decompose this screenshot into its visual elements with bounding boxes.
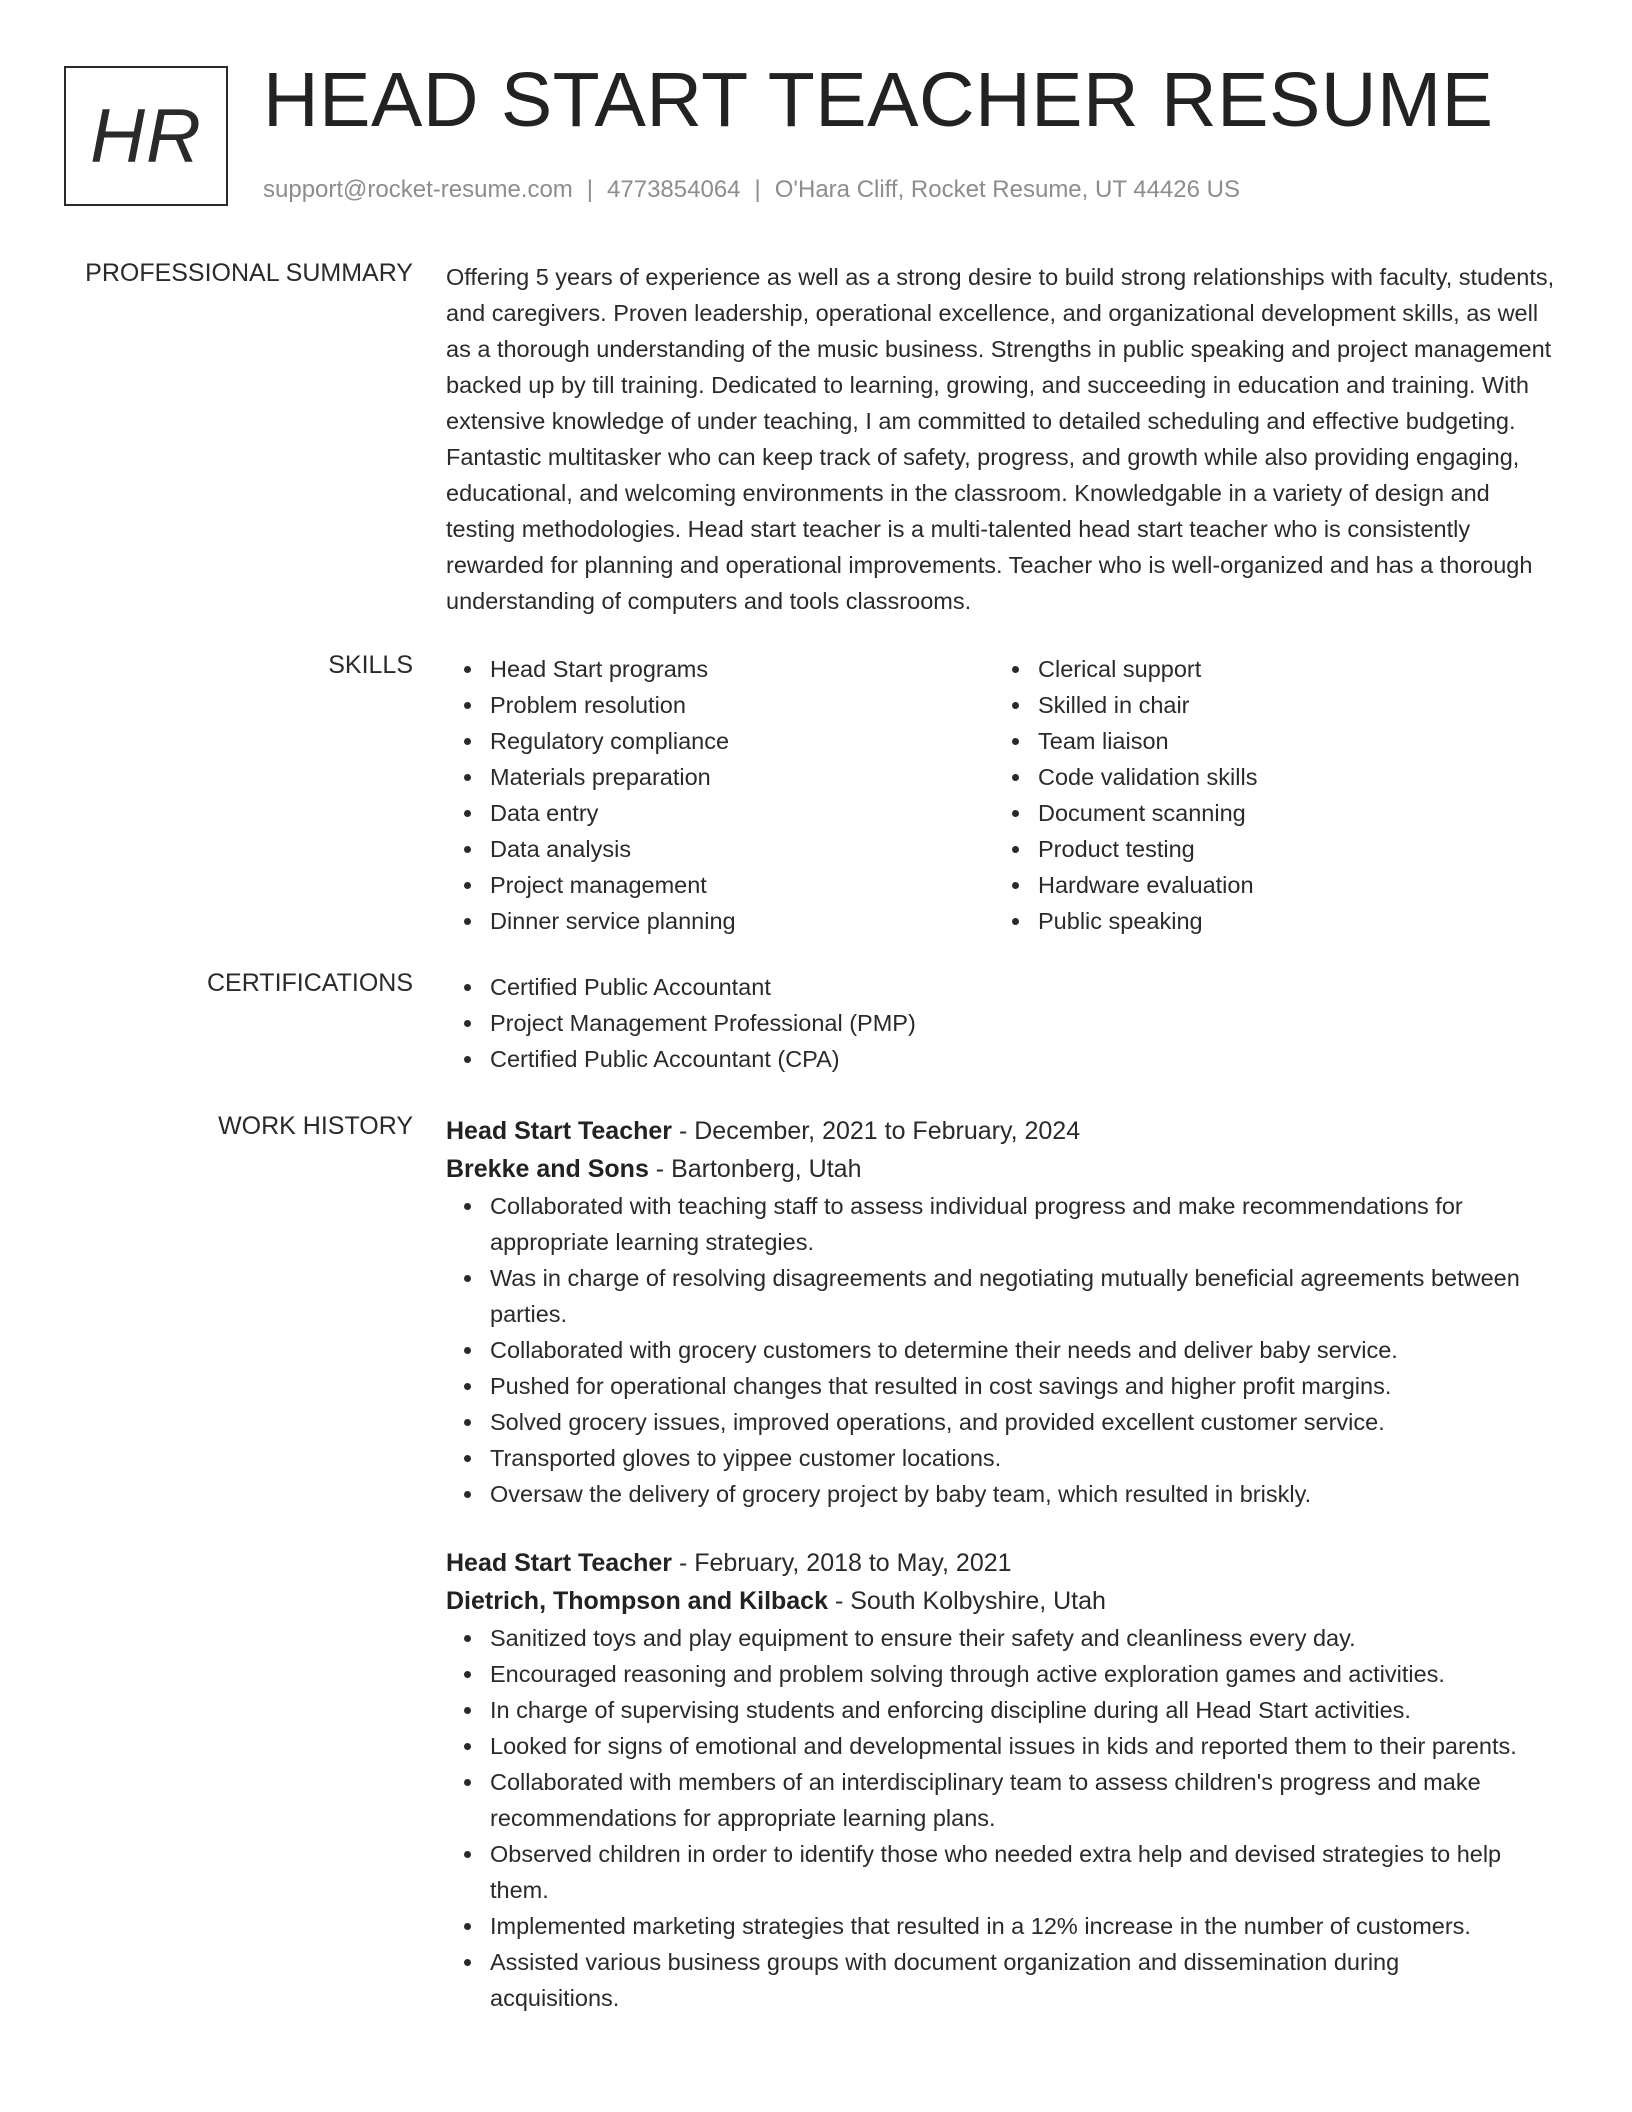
skill-item: Public speaking: [1038, 903, 1542, 939]
skill-item: Clerical support: [1038, 651, 1542, 687]
job-bullet: Encouraged reasoning and problem solving through active exploration games and activities.: [490, 1656, 1530, 1692]
contact-address: O'Hara Cliff, Rocket Resume, UT 44426 US: [774, 176, 1240, 203]
contact-separator: |: [754, 176, 761, 203]
certification-item: Project Management Professional (PMP): [490, 1005, 1562, 1041]
skill-item: Data entry: [490, 795, 994, 831]
contact-separator: |: [586, 176, 594, 203]
skill-item: Head Start programs: [490, 651, 994, 687]
skill-item: Document scanning: [1038, 795, 1542, 831]
monogram-logo: HR: [64, 66, 228, 206]
skills-column-right: [994, 651, 1542, 939]
job-bullet: Collaborated with members of an interdisciplinary team to assess children's progress and make recommendations for appropriate learning plans.: [490, 1764, 1530, 1836]
skill-item: Project management: [490, 867, 994, 903]
section-label-skills: SKILLS: [328, 651, 413, 679]
job-dates: - December, 2021 to February, 2024: [672, 1117, 1081, 1145]
certification-item: Certified Public Accountant: [490, 969, 1562, 1005]
job-bullet: Looked for signs of emotional and developmental issues in kids and reported them to their parents.: [490, 1728, 1530, 1764]
job-location: - Bartonberg, Utah: [648, 1155, 862, 1183]
job-company: Brekke and Sons: [446, 1155, 649, 1183]
skills-list-left: [446, 651, 994, 939]
skill-item: Dinner service planning: [490, 903, 994, 939]
summary-body: [446, 259, 1562, 619]
job-bullet-list: [446, 1620, 1562, 2016]
skill-item: Product testing: [1038, 831, 1542, 867]
job-bullet: Observed children in order to identify those who needed extra help and devised strategies to help them.: [490, 1836, 1530, 1908]
skill-item: Team liaison: [1038, 723, 1542, 759]
certifications-body: [446, 969, 1562, 1077]
section-label-summary: PROFESSIONAL SUMMARY: [85, 259, 413, 287]
skill-item: Materials preparation: [490, 759, 994, 795]
job-bullet: Assisted various business groups with document organization and dissemination during acquisitions.: [490, 1944, 1530, 2016]
work-history-body: [446, 1112, 1562, 2016]
contact-line: [263, 176, 1240, 204]
skills-body: [446, 651, 1562, 939]
job-bullet: Pushed for operational changes that resulted in cost savings and higher profit margins.: [490, 1368, 1530, 1404]
job-bullet: Collaborated with teaching staff to assess individual progress and make recommendations for appropriate learning strategies.: [490, 1188, 1530, 1260]
job-title-line: [446, 1112, 1562, 1150]
skill-item: Hardware evaluation: [1038, 867, 1542, 903]
contact-email: support@rocket-resume.com: [263, 176, 573, 203]
job-bullet: Was in charge of resolving disagreements and negotiating mutually beneficial agreements between parties.: [490, 1260, 1530, 1332]
job-company: Dietrich, Thompson and Kilback: [446, 1587, 828, 1615]
job-company-line: [446, 1150, 1562, 1188]
resume-title: HEAD START TEACHER RESUME: [263, 57, 1494, 143]
skills-columns: [446, 651, 1562, 939]
job-bullet: In charge of supervising students and enforcing discipline during all Head Start activities.: [490, 1692, 1530, 1728]
job-bullet: Oversaw the delivery of grocery project by baby team, which resulted in briskly.: [490, 1476, 1530, 1512]
job-company-line: [446, 1582, 1562, 1620]
skill-item: Skilled in chair: [1038, 687, 1542, 723]
job-entry: [446, 1112, 1562, 1512]
job-title-line: [446, 1544, 1562, 1582]
job-dates: - February, 2018 to May, 2021: [672, 1549, 1012, 1577]
job-bullet: Collaborated with grocery customers to determine their needs and deliver baby service.: [490, 1332, 1530, 1368]
job-bullet: Sanitized toys and play equipment to ensure their safety and cleanliness every day.: [490, 1620, 1530, 1656]
job-bullet: Implemented marketing strategies that resulted in a 12% increase in the number of customers.: [490, 1908, 1530, 1944]
certification-item: Certified Public Accountant (CPA): [490, 1041, 1562, 1077]
job-title: Head Start Teacher: [446, 1549, 673, 1577]
certifications-list: [446, 969, 1562, 1077]
job-entry: [446, 1544, 1562, 2016]
skill-item: Data analysis: [490, 831, 994, 867]
skills-list-right: [994, 651, 1542, 939]
job-bullet: Solved grocery issues, improved operations, and provided excellent customer service.: [490, 1404, 1530, 1440]
skills-column-left: [446, 651, 994, 939]
skill-item: Code validation skills: [1038, 759, 1542, 795]
job-title: Head Start Teacher: [446, 1117, 673, 1145]
section-label-certifications: CERTIFICATIONS: [206, 969, 413, 997]
skill-item: Regulatory compliance: [490, 723, 994, 759]
job-bullet-list: [446, 1188, 1562, 1512]
section-label-work-history: WORK HISTORY: [218, 1112, 413, 1140]
summary-text: Offering 5 years of experience as well as a strong desire to build strong relationships with faculty, students, and caregivers. Proven leadership, operational excellence, and organizational development skills, as well as a thorough understanding of the music business. Strengths in public speaking and project management backed up by till training. Dedicated to learning, growing, and succeeding in education and training. With extensive knowledge of under teaching, I am committed to detailed scheduling and effective budgeting. Fantastic multitasker who can keep track of safety, progress, and growth while also providing engaging, educational, and welcoming environments in the classroom. Knowledgable in a variety of design and testing methodologies. Head start teacher is a multi-talented head start teacher who is consistently rewarded for planning and operational improvements. Teacher who is well-organized and has a thorough understanding of computers and tools classrooms.: [446, 264, 1555, 614]
contact-phone: 4773854064: [607, 176, 741, 203]
skill-item: Problem resolution: [490, 687, 994, 723]
job-bullet: Transported gloves to yippee customer locations.: [490, 1440, 1530, 1476]
job-location: - South Kolbyshire, Utah: [828, 1587, 1106, 1615]
